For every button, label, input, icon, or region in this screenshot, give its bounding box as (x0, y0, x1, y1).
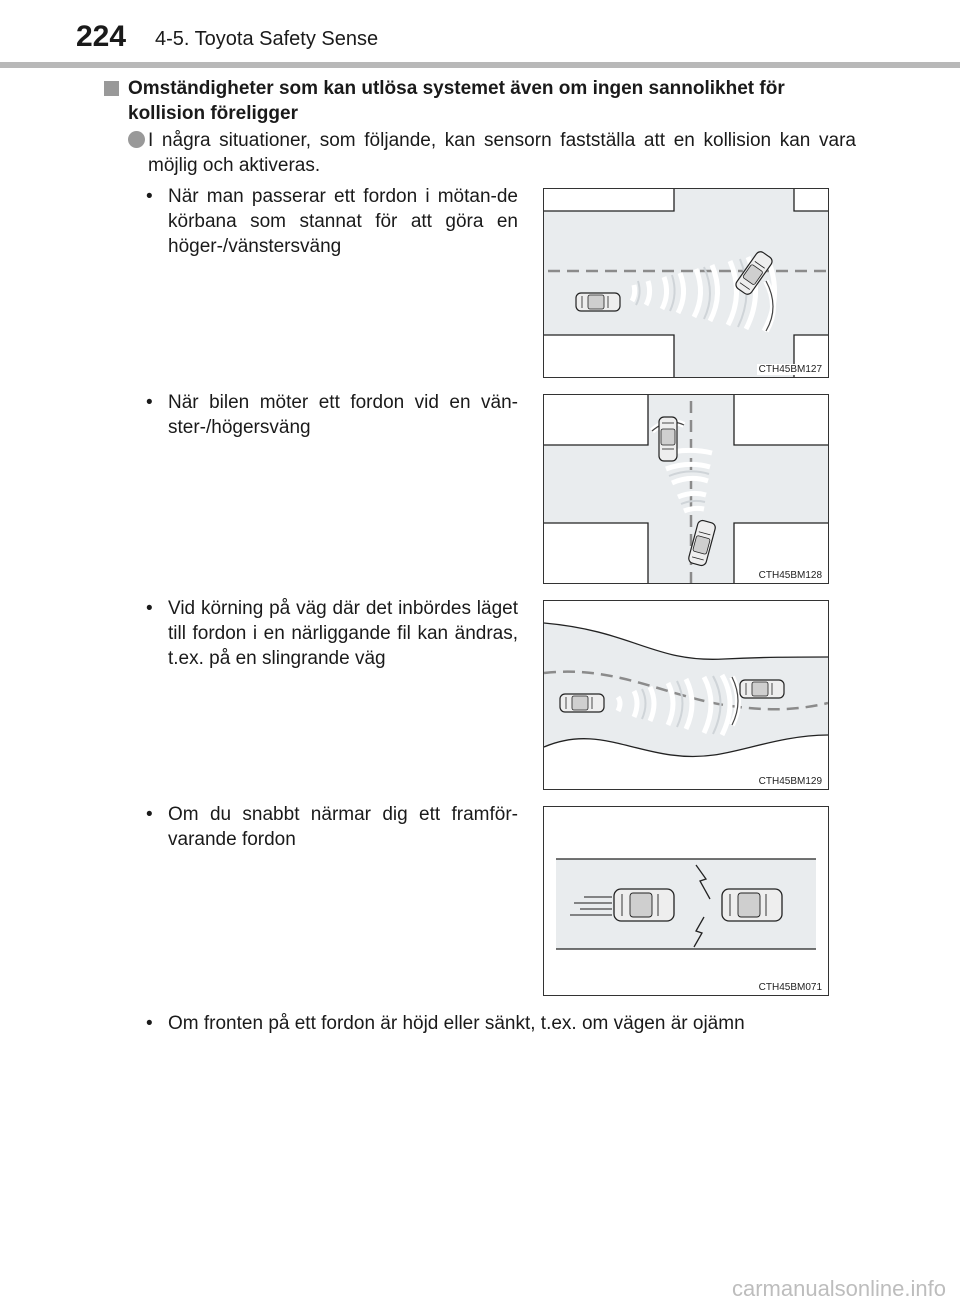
figure-left-right-turn-oncoming (543, 394, 829, 584)
bullet-mark: • (146, 598, 153, 619)
header-rule (0, 62, 960, 68)
list-item (146, 1011, 866, 1036)
bullet-mark: • (146, 186, 153, 207)
figure-oncoming-turning-vehicle (543, 188, 829, 378)
footer-watermark: carmanualsonline.info (731, 1276, 946, 1301)
list-item (146, 802, 518, 852)
figure-winding-road (543, 600, 829, 790)
list-item-text: Om du snabbt närmar dig ett framför-varande fordon (168, 804, 518, 850)
intro-paragraph (128, 128, 856, 178)
heading (104, 76, 864, 126)
figure-code: CTH45BM128 (758, 570, 822, 581)
list-item-text: Vid körning på väg där det inbördes läget till fordon i en närliggande fil kan ändras, t.ex. på en slingrande väg (168, 598, 518, 669)
bullet-circle-icon (128, 131, 145, 148)
figure-code: CTH45BM129 (758, 776, 822, 787)
bullet-mark: • (146, 1013, 153, 1034)
list-item-text: När bilen möter ett fordon vid en vän-ster-/högersväng (168, 392, 518, 438)
list-item (146, 390, 518, 440)
figure-code: CTH45BM127 (758, 364, 822, 375)
figure-rapid-approach (543, 806, 829, 996)
intro-text: I några situationer, som följande, kan sensorn fastställa att en kollision kan vara möjlig och aktiveras. (148, 130, 856, 176)
list-item-text: Om fronten på ett fordon är höjd eller sänkt, t.ex. om vägen är ojämn (168, 1013, 745, 1034)
list-item (146, 184, 518, 259)
heading-text: Omständigheter som kan utlösa systemet även om ingen sannolikhet för kollision föreligger (128, 78, 785, 124)
bullet-mark: • (146, 804, 153, 825)
section-title: 4-5. Toyota Safety Sense (155, 28, 379, 50)
bullet-mark: • (146, 392, 153, 413)
heading-square-icon (104, 81, 119, 96)
list-item (146, 596, 518, 671)
figure-code: CTH45BM071 (758, 982, 822, 993)
page-number: 224 (76, 20, 127, 53)
list-item-text: När man passerar ett fordon i mötan-de körbana som stannat för att göra en höger-/vänstersväng (168, 186, 518, 257)
